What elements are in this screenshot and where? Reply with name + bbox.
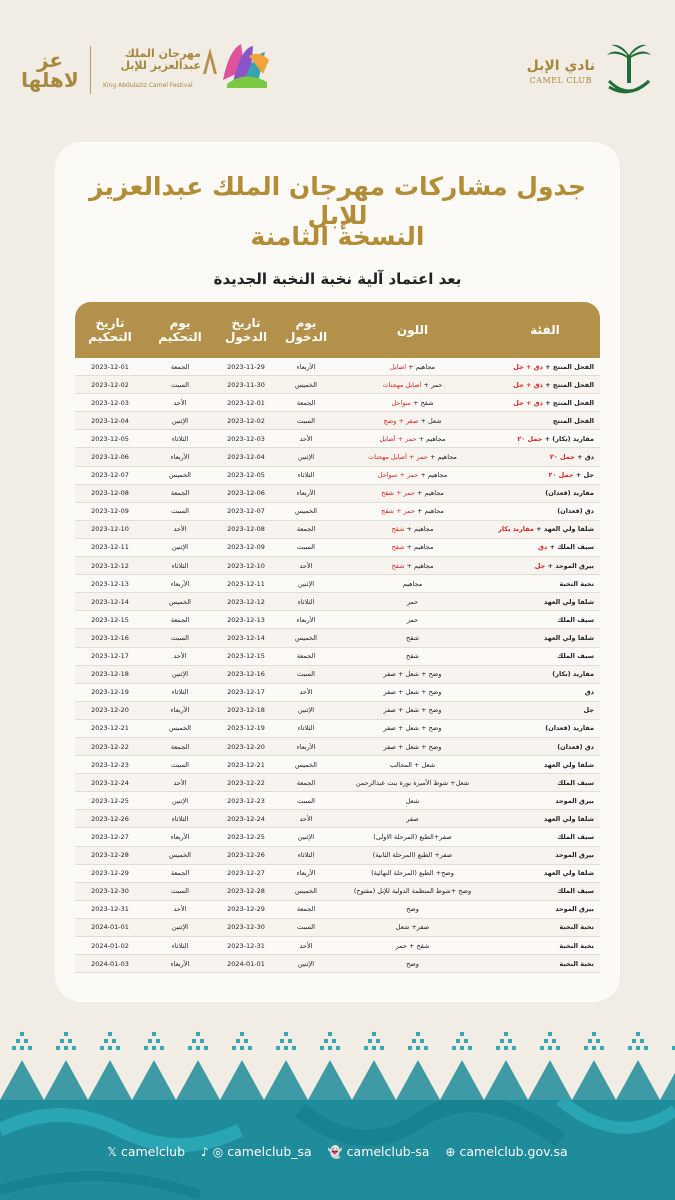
cell-d1: الإثنين [297, 453, 315, 462]
cell-color: مجاهيم [402, 579, 423, 588]
cell-t2: 2023-12-21 [91, 724, 129, 733]
cell-t2: 2023-12-14 [91, 597, 129, 606]
cell-t1: 2023-11-30 [227, 380, 265, 389]
cell-t2: 2023-12-26 [91, 814, 129, 823]
instagram-icon: ◎ [212, 1144, 224, 1159]
cell-d2: الأربعاء [170, 453, 190, 462]
cell-t1: 2023-12-27 [227, 869, 265, 878]
header-entry-day: يوم الدخول [284, 316, 328, 344]
cell-cat: الفحل المنتج + دق + جل [513, 398, 594, 407]
cell-color: حمر + اصايل مهجنات [382, 380, 443, 389]
cell-d1: الجمعة [296, 525, 316, 534]
cell-t2: 2023-12-17 [91, 652, 129, 661]
cell-color: مجاهيم + شقح [391, 543, 434, 552]
cell-t1: 2023-12-21 [227, 760, 265, 769]
table-row [75, 684, 600, 702]
cell-t2: 2023-12-06 [91, 453, 129, 462]
cell-d1: الثلاثاء [297, 851, 315, 860]
cell-d2: الأربعاء [170, 579, 190, 588]
table-row [75, 865, 600, 883]
cell-cat: سيف الملك [557, 887, 594, 896]
table-row [75, 521, 600, 539]
schedule-card [55, 142, 620, 1002]
table-row [75, 738, 600, 756]
table-row [75, 792, 600, 810]
table-row [75, 485, 600, 503]
cell-d2: الخميس [169, 471, 191, 480]
website-link[interactable]: ⊕ camelclub.gov.sa [445, 1144, 568, 1159]
cell-cat: شلفا ولي العهد [543, 814, 594, 823]
table-row [75, 847, 600, 865]
cell-d2: الخميس [169, 597, 191, 606]
cell-t1: 2023-12-23 [227, 796, 265, 805]
festival-en: King Abdulaziz Camel Festival [103, 82, 193, 89]
cell-color: شقح + سواحل [391, 398, 434, 407]
header-judging-day: يوم التحكيم [158, 316, 202, 344]
cell-d1: الثلاثاء [297, 471, 315, 480]
cell-color: وضح +شوط المنظمة الدولية للإبل (مفتوح) [353, 887, 472, 896]
cell-t2: 2023-12-04 [91, 416, 129, 425]
cell-d1: السبت [297, 670, 315, 679]
cell-d1: الجمعة [296, 905, 316, 914]
cell-d2: الإثنين [171, 923, 189, 932]
table-row [75, 430, 600, 448]
cell-t1: 2023-12-02 [227, 416, 265, 425]
cell-d2: الجمعة [170, 742, 190, 751]
cell-t1: 2023-12-12 [227, 597, 265, 606]
cell-color: مجاهيم + حمر + أصايل [379, 434, 446, 443]
cell-cat: نخبة النخبة [559, 579, 594, 588]
cell-d2: الخميس [169, 851, 191, 860]
cell-d2: الأحد [173, 398, 187, 407]
table-row [75, 702, 600, 720]
cell-color: وضح + شعل + صفر [383, 724, 442, 733]
cell-color: صفر+ الطبع (المرحلة الثانية) [372, 851, 453, 860]
cell-d1: الخميس [295, 633, 317, 642]
cell-d2: الثلاثاء [171, 688, 189, 697]
cell-cat: بيرق الموحد [555, 905, 594, 914]
table-row [75, 629, 600, 647]
cell-d2: السبت [171, 633, 189, 642]
cell-d1: الثلاثاء [297, 597, 315, 606]
cell-t1: 2023-12-14 [227, 633, 265, 642]
cell-t2: 2023-12-09 [91, 507, 129, 516]
cell-t2: 2023-12-25 [91, 796, 129, 805]
cell-color: وضح+ الطبع (المرحلة النهائية) [371, 869, 454, 878]
cell-color: حمر [406, 597, 419, 606]
cell-d1: الأحد [299, 814, 313, 823]
cell-cat: نخبة النخبة [559, 941, 594, 950]
cell-cat: دق (قعدان) [557, 507, 594, 516]
cell-cat: سيف الملك [557, 652, 594, 661]
table-row [75, 593, 600, 611]
table-row [75, 810, 600, 828]
table-row [75, 412, 600, 430]
cell-d1: الخميس [295, 760, 317, 769]
festival-art-icon [219, 40, 271, 96]
cell-t2: 2023-12-02 [91, 380, 129, 389]
cell-d1: الأربعاء [296, 742, 316, 751]
cell-d1: الإثنين [297, 706, 315, 715]
table-row [75, 901, 600, 919]
cell-d2: السبت [171, 507, 189, 516]
header-judging-date: تاريخ التحكيم [88, 316, 132, 344]
cell-color: مجاهيم + اصايل [390, 362, 435, 371]
cell-d2: الأحد [173, 778, 187, 787]
cell-cat: سيف الملك + دق [538, 543, 594, 552]
header-category: الفئة [530, 323, 560, 337]
cell-t2: 2023-12-01 [91, 362, 129, 371]
cell-cat: مفاريد (بكار) [552, 670, 594, 679]
table-row [75, 720, 600, 738]
table-header [75, 302, 600, 358]
cell-color: صفر+ شعل [395, 923, 430, 932]
schedule-table [75, 302, 600, 973]
cell-t1: 2023-12-28 [227, 887, 265, 896]
cell-cat: بيرق الموحد + جل [534, 561, 594, 570]
cell-cat: شلفا ولي العهد [543, 869, 594, 878]
tiktok-icon: ♪ [201, 1144, 209, 1159]
cell-d2: الإثنين [171, 796, 189, 805]
table-row [75, 394, 600, 412]
cell-t1: 2023-12-13 [227, 615, 265, 624]
cell-t1: 2023-12-03 [227, 434, 265, 443]
cell-t1: 2023-12-25 [227, 832, 265, 841]
cell-color: شقح [406, 652, 419, 661]
cell-d2: الإثنين [171, 416, 189, 425]
logo-divider [90, 46, 91, 94]
cell-t2: 2023-12-20 [91, 706, 129, 715]
club-name-en: CAMEL CLUB [529, 75, 592, 85]
edition-title: النسخة الثامنة [250, 222, 425, 251]
cell-t1: 2023-12-04 [227, 453, 265, 462]
cell-t2: 2023-12-18 [91, 670, 129, 679]
cell-d2: الجمعة [170, 615, 190, 624]
cell-d1: السبت [297, 923, 315, 932]
globe-icon: ⊕ [445, 1144, 456, 1159]
cell-color: مجاهيم + حمر + سواحل [377, 471, 448, 480]
table-row [75, 376, 600, 394]
cell-d2: الجمعة [170, 362, 190, 371]
cell-color: مجاهيم + حمر + شقح [381, 507, 444, 516]
cell-color: وضح + شعل + صفر [383, 688, 442, 697]
cell-d2: الخميس [169, 724, 191, 733]
cell-d2: الأربعاء [170, 832, 190, 841]
cell-cat: الفحل المنتج + دق + جل [513, 380, 594, 389]
cell-color: مجاهيم + شقح [391, 561, 434, 570]
cell-d2: الثلاثاء [171, 434, 189, 443]
cell-color: مجاهيم + شقح [391, 525, 434, 534]
izz-line1: عز [36, 48, 64, 72]
cell-d1: الأربعاء [296, 489, 316, 498]
cell-d1: السبت [297, 416, 315, 425]
cell-cat: مفاريد (قعدان) [545, 724, 594, 733]
footer [0, 1100, 675, 1200]
cell-color: شعل+ شوط الأميرة نورة بنت عبدالرحمن [355, 778, 470, 787]
cell-color: حمر [406, 615, 419, 624]
cell-d2: الجمعة [170, 869, 190, 878]
cell-color: شعل [405, 796, 420, 805]
cell-color: وضح [406, 959, 419, 968]
cell-cat: سيف الملك [557, 832, 594, 841]
cell-t1: 2023-12-09 [227, 543, 265, 552]
cell-t1: 2023-12-19 [227, 724, 265, 733]
cell-d2: الأحد [173, 905, 187, 914]
cell-d1: الأحد [299, 561, 313, 570]
header [0, 0, 675, 140]
cell-color: صفر [406, 814, 419, 823]
cell-d1: الأحد [299, 688, 313, 697]
page-title: جدول مشاركات مهرجان الملك عبدالعزيز للإبل [88, 172, 586, 230]
cell-d1: الأربعاء [296, 615, 316, 624]
table-row [75, 883, 600, 901]
cell-cat: شلفا ولي العهد [543, 597, 594, 606]
cell-cat: بيرق الموحد [555, 796, 594, 805]
cell-d2: الثلاثاء [171, 561, 189, 570]
izz-line2: لاهلها [21, 68, 79, 92]
cell-t1: 2023-12-05 [227, 471, 265, 480]
cell-cat: مفاريد (بكار) + جمل ٢٠ [517, 434, 594, 443]
cell-cat: جل + جمل ٢٠ [548, 471, 594, 480]
cell-t2: 2023-12-16 [91, 633, 129, 642]
festival-logos [20, 40, 271, 100]
festival-logo [101, 40, 271, 100]
table-row [75, 503, 600, 521]
cell-d1: الجمعة [296, 778, 316, 787]
camel-club-logo [527, 38, 655, 104]
cell-cat: شلفا ولي العهد [543, 760, 594, 769]
cell-d2: الإثنين [171, 543, 189, 552]
table-row [75, 648, 600, 666]
cell-d1: الأحد [299, 434, 313, 443]
cell-t2: 2024-01-02 [91, 941, 129, 950]
x-icon: 𝕏 [107, 1144, 117, 1159]
cell-t1: 2023-12-18 [227, 706, 265, 715]
cell-d1: الإثنين [297, 832, 315, 841]
cell-d1: الثلاثاء [297, 724, 315, 733]
cell-cat: شلفا ولي العهد + مفاريد بكار [498, 525, 594, 534]
cell-d2: الأحد [173, 525, 187, 534]
cell-t2: 2023-12-27 [91, 832, 129, 841]
cell-color: شقح [406, 633, 419, 642]
cell-t1: 2024-01-01 [227, 959, 265, 968]
cell-t2: 2023-12-24 [91, 778, 129, 787]
table-row [75, 448, 600, 466]
cell-d1: الإثنين [297, 959, 315, 968]
social-links [0, 1144, 675, 1159]
table-row [75, 557, 600, 575]
cell-d1: الخميس [295, 380, 317, 389]
cell-color: وضح [406, 905, 419, 914]
cell-d1: الجمعة [296, 652, 316, 661]
club-name-ar: نادي الإبل [526, 57, 595, 74]
cell-d1: الخميس [295, 507, 317, 516]
cell-d2: الثلاثاء [171, 941, 189, 950]
cell-t2: 2024-01-01 [91, 923, 129, 932]
cell-t1: 2023-12-24 [227, 814, 265, 823]
cell-t1: 2023-12-08 [227, 525, 265, 534]
cell-t2: 2023-12-29 [91, 869, 129, 878]
cell-cat: نخبة النخبة [559, 923, 594, 932]
cell-cat: سيف الملك [557, 615, 594, 624]
izz-logo [20, 50, 80, 90]
header-entry-date: تاريخ الدخول [224, 316, 268, 344]
table-row [75, 611, 600, 629]
cell-t2: 2023-12-15 [91, 615, 129, 624]
cell-d1: الإثنين [297, 579, 315, 588]
table-row [75, 575, 600, 593]
cell-t1: 2023-12-15 [227, 652, 265, 661]
table-row [75, 828, 600, 846]
cell-t1: 2023-12-29 [227, 905, 265, 914]
cell-d1: الأربعاء [296, 362, 316, 371]
cell-t2: 2023-12-19 [91, 688, 129, 697]
sadu-pattern [0, 1020, 675, 1100]
header-color: اللون [396, 323, 429, 337]
cell-t2: 2023-12-13 [91, 579, 129, 588]
cell-t2: 2023-12-05 [91, 434, 129, 443]
cell-d2: الجمعة [170, 489, 190, 498]
cell-t1: 2023-12-10 [227, 561, 265, 570]
cell-color: شعل + المحالب [389, 760, 436, 769]
table-row [75, 937, 600, 955]
cell-t2: 2024-01-03 [91, 959, 129, 968]
cell-color: شقح + حمر [395, 941, 430, 950]
subtitle: بعد اعتماد آلية نخبة النخبة الجديدة [213, 270, 462, 288]
cell-t2: 2023-12-31 [91, 905, 129, 914]
cell-d2: السبت [171, 380, 189, 389]
cell-t2: 2023-12-23 [91, 760, 129, 769]
cell-d1: الجمعة [296, 398, 316, 407]
cell-d1: الخميس [295, 887, 317, 896]
cell-cat: الفحل المنتج [552, 416, 594, 425]
cell-t1: 2023-12-26 [227, 851, 265, 860]
cell-t2: 2023-12-07 [91, 471, 129, 480]
cell-cat: نخبة النخبة [559, 959, 594, 968]
cell-t1: 2023-12-01 [227, 398, 265, 407]
snapchat-icon: 👻 [327, 1144, 343, 1159]
cell-cat: بيرق الموحد [555, 851, 594, 860]
table-row [75, 919, 600, 937]
cell-cat: دق (قعدان) [557, 742, 594, 751]
table-row [75, 358, 600, 376]
cell-t1: 2023-12-22 [227, 778, 265, 787]
snapchat-link[interactable]: 👻 camelclub-sa [327, 1144, 430, 1159]
cell-t1: 2023-11-29 [227, 362, 265, 371]
festival-name: مهرجان الملك عبدالعزيز للإبل [120, 47, 201, 72]
table-row [75, 539, 600, 557]
cell-color: وضح + شعل + صفر [383, 742, 442, 751]
cell-color: وضح + شعل + صفر [383, 706, 442, 715]
cell-t1: 2023-12-06 [227, 489, 265, 498]
table-body [75, 358, 600, 973]
table-row [75, 955, 600, 973]
cell-d2: السبت [171, 760, 189, 769]
cell-t1: 2023-12-11 [227, 579, 265, 588]
cell-cat: الفحل المنتج + دق + جل [513, 362, 594, 371]
cell-d2: الإثنين [171, 670, 189, 679]
cell-d1: الأربعاء [296, 869, 316, 878]
cell-color: مجاهيم + حمر + أصايل مهجنات [368, 453, 457, 462]
cell-d2: الأحد [173, 652, 187, 661]
cell-t2: 2023-12-08 [91, 489, 129, 498]
cell-cat: دق + جمل ٢٠ [549, 453, 594, 462]
cell-t2: 2023-12-11 [91, 543, 129, 552]
cell-t2: 2023-12-12 [91, 561, 129, 570]
cell-cat: سيف الملك [557, 778, 594, 787]
cell-color: وضح + شعل + صفر [383, 670, 442, 679]
cell-d1: السبت [297, 796, 315, 805]
table-row [75, 666, 600, 684]
table-row [75, 756, 600, 774]
cell-t2: 2023-12-28 [91, 851, 129, 860]
cell-t1: 2023-12-30 [227, 923, 265, 932]
cell-d2: السبت [171, 887, 189, 896]
eight-emblem-icon [201, 46, 219, 76]
tiktok-instagram-link[interactable]: ♪ ◎ camelclub_sa [201, 1144, 312, 1159]
cell-d1: السبت [297, 543, 315, 552]
cell-t2: 2023-12-10 [91, 525, 129, 534]
cell-d2: الأربعاء [170, 706, 190, 715]
cell-cat: شلفا ولي العهد [543, 633, 594, 642]
cell-t1: 2023-12-31 [227, 941, 265, 950]
cell-color: صفر+الطبع (المرحلة الاولى) [373, 832, 452, 841]
cell-color: شعل + صفر + وضح [383, 416, 442, 425]
cell-d1: الأحد [299, 941, 313, 950]
cell-t1: 2023-12-16 [227, 670, 265, 679]
cell-cat: مفاريد (قعدان) [545, 489, 594, 498]
cell-d2: الأربعاء [170, 959, 190, 968]
cell-t1: 2023-12-20 [227, 742, 265, 751]
cell-t1: 2023-12-17 [227, 688, 265, 697]
cell-d2: الثلاثاء [171, 814, 189, 823]
cell-t1: 2023-12-07 [227, 507, 265, 516]
cell-cat: دق [584, 688, 594, 697]
table-row [75, 467, 600, 485]
cell-cat: جل [583, 706, 594, 715]
cell-color: مجاهيم + حمر + شقح [381, 489, 444, 498]
cell-t2: 2023-12-22 [91, 742, 129, 751]
palm-swords-icon [603, 41, 655, 101]
x-link[interactable]: 𝕏 camelclub [107, 1144, 186, 1159]
cell-t2: 2023-12-30 [91, 887, 129, 896]
cell-t2: 2023-12-03 [91, 398, 129, 407]
table-row [75, 774, 600, 792]
